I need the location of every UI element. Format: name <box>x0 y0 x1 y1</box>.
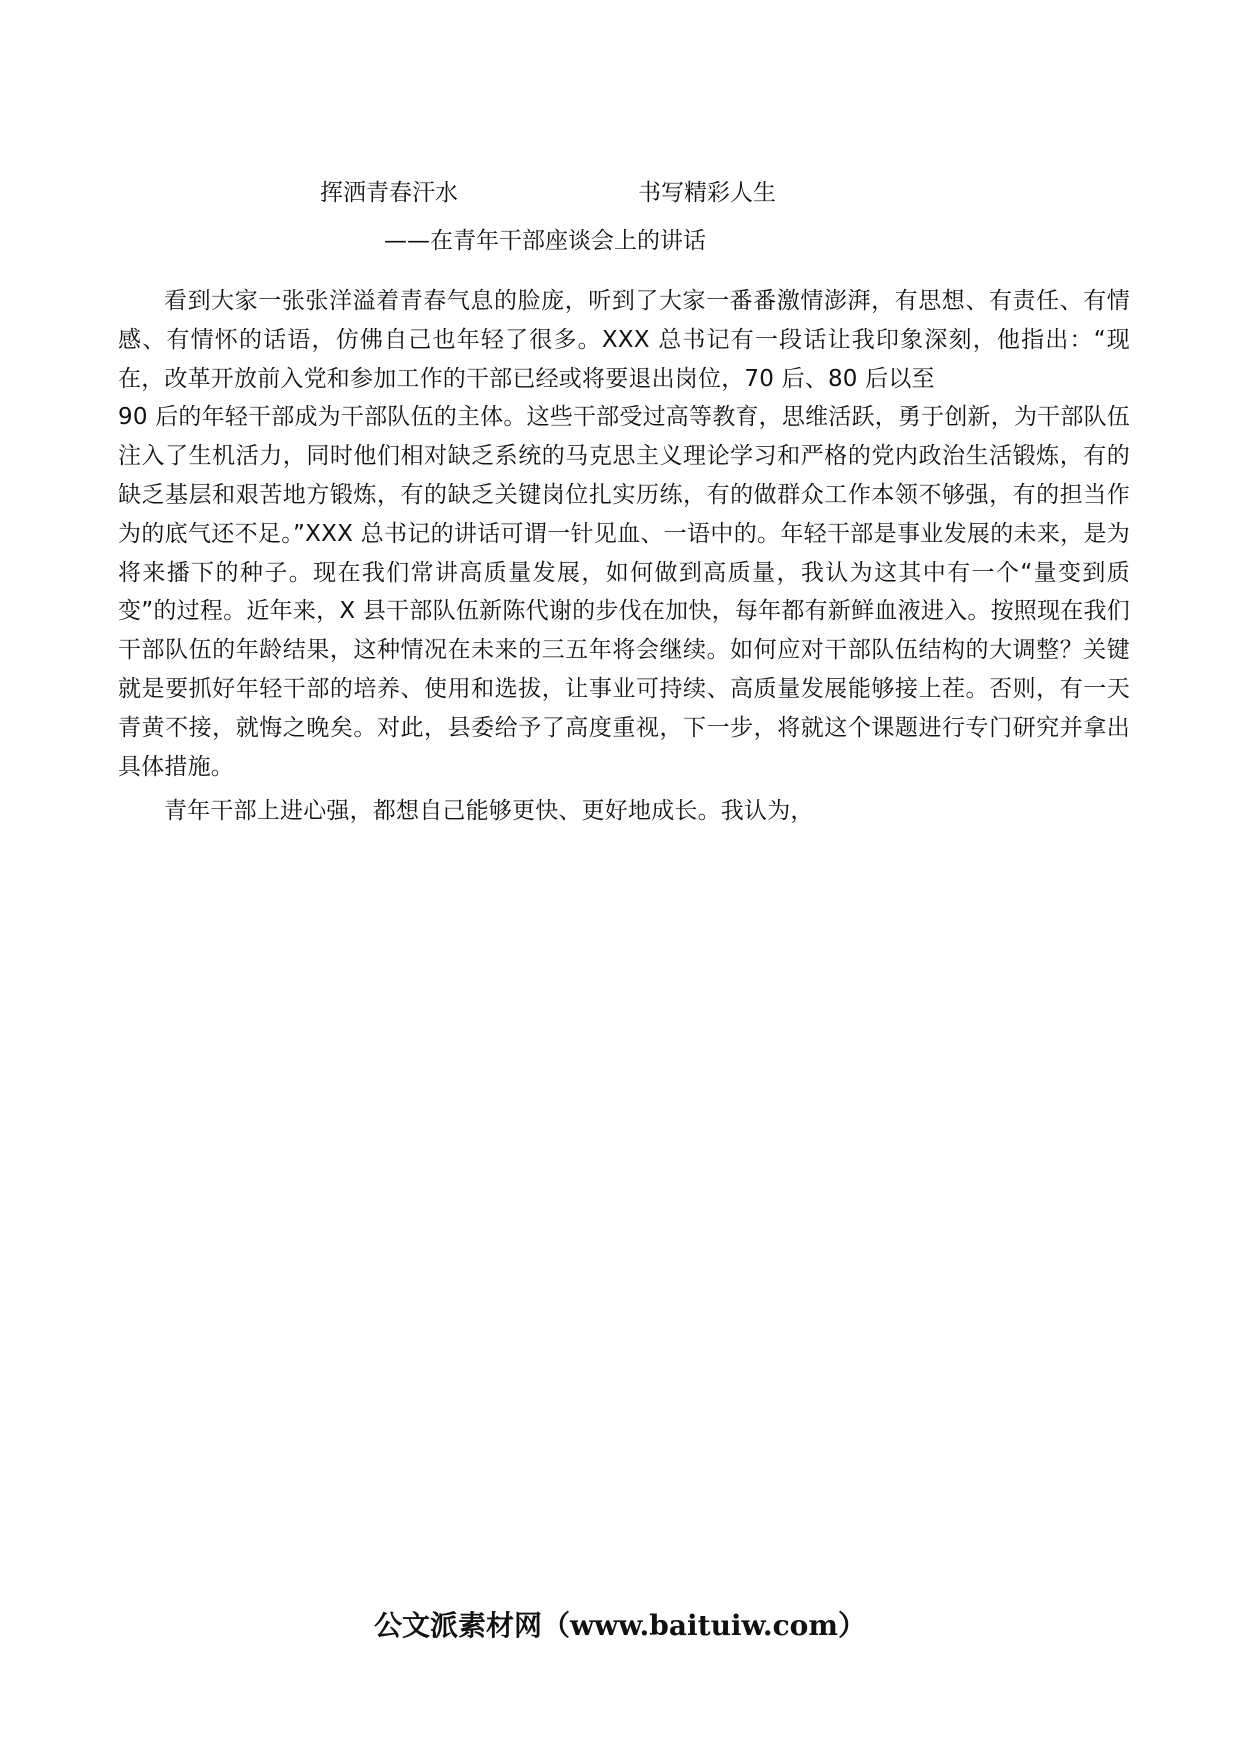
title-part-left: 挥洒青春汗水 <box>320 180 458 206</box>
title-part-right: 书写精彩人生 <box>638 180 776 206</box>
paragraph-1: 看到大家一张张洋溢着青春气息的脸庞，听到了大家一番番激情澎湃，有思想、有责任、有情感、有情怀的话语，仿佛自己也年轻了很多。XXX 总书记有一段话让我印象深刻，他指出：“现在，改革开放前入党和参加工作的干部已经或将要退出岗位，70 后、80 后以至 <box>118 288 1130 392</box>
document-title <box>0 176 1240 210</box>
footer-watermark: 公文派素材网（www.baituiw.com） <box>374 1609 866 1642</box>
paragraph-3: 青年干部上进心强，都想自己能够更快、更好地成长。我认为， <box>164 798 814 825</box>
document-body <box>118 282 1130 831</box>
paragraph-2: 90 后的年轻干部成为干部队伍的主体。这些干部受过高等教育，思维活跃，勇于创新，为干部队伍注入了生机活力，同时他们相对缺乏系统的马克思主义理论学习和严格的党内政治生活锻炼，有的缺乏基层和艰苦地方锻炼，有的缺乏关键岗位扎实历练，有的做群众工作本领不够强，有的担当作为的底气还不足。”XXX 总书记的讲话可谓一针见血、一语中的。年轻干部是事业发展的未来，是为将来播下的种子。现在我们常讲高质量发展，如何做到高质量，我认为这其中有一个“量变到质变”的过程。近年来，X 县干部队伍新陈代谢的步伐在加快，每年都有新鲜血液进入。按照现在我们干部队伍的年龄结果，这种情况在未来的三五年将会继续。如何应对干部队伍结构的大调整？关键就是要抓好年轻干部的培养、使用和选拔，让事业可持续、高质量发展能够接上茬。否则，有一天青黄不接，就悔之晚矣。对此，县委给予了高度重视，下一步，将就这个课题进行专门研究并拿出具体措施。 <box>118 404 1130 780</box>
document-subtitle: ——在青年干部座谈会上的讲话 <box>384 228 706 254</box>
